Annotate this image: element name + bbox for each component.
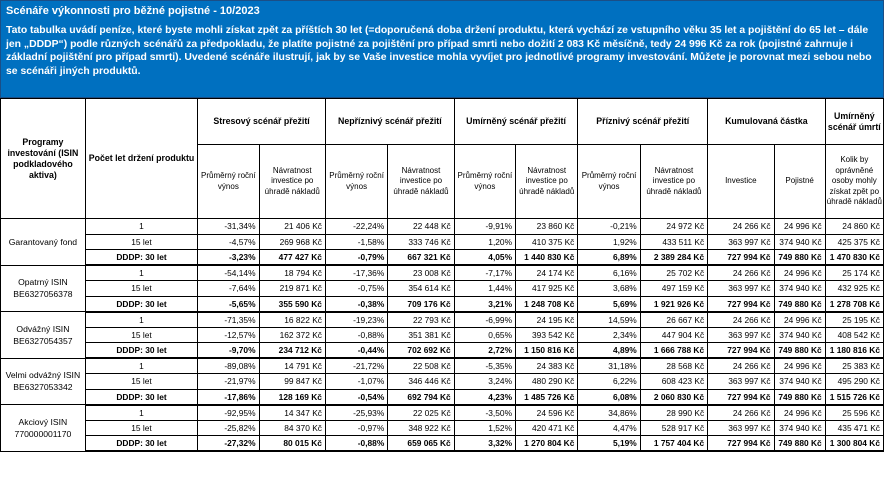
sub-avg-yield: Průměrný roční výnos <box>198 145 259 219</box>
cell-m-y: 3,21% <box>454 296 515 312</box>
table-row <box>1 281 884 297</box>
cell-prem: 374 940 Kč <box>774 234 825 250</box>
cell-f-y: 6,89% <box>578 250 640 266</box>
cell-m-r: 1 150 816 Kč <box>516 343 578 359</box>
cell-m-y: 3,32% <box>454 436 515 452</box>
cell-death: 495 290 Kč <box>825 374 883 390</box>
cell-m-y: 4,23% <box>454 389 515 405</box>
table-row <box>1 296 884 312</box>
cell-death: 25 195 Kč <box>825 312 883 328</box>
cell-prem: 749 880 Kč <box>774 296 825 312</box>
cell-m-r: 23 860 Kč <box>516 219 578 235</box>
cell-m-r: 24 383 Kč <box>516 358 578 374</box>
cell-m-y: 4,05% <box>454 250 515 266</box>
cell-u-y: -0,38% <box>325 296 387 312</box>
cell-f-y: 4,47% <box>578 420 640 436</box>
cell-s-r: 14 347 Kč <box>259 405 325 421</box>
cell-prem: 24 996 Kč <box>774 312 825 328</box>
cell-u-y: -0,75% <box>325 281 387 297</box>
cell-u-r: 22 793 Kč <box>388 312 454 328</box>
cell-m-y: 1,44% <box>454 281 515 297</box>
cell-m-y: -6,99% <box>454 312 515 328</box>
cell-f-y: 31,18% <box>578 358 640 374</box>
cell-f-y: 4,89% <box>578 343 640 359</box>
cell-s-r: 234 712 Kč <box>259 343 325 359</box>
cell-u-y: -17,36% <box>325 265 387 281</box>
cell-f-r: 28 568 Kč <box>640 358 707 374</box>
cell-u-y: -25,93% <box>325 405 387 421</box>
cell-f-r: 528 917 Kč <box>640 420 707 436</box>
cell-m-y: -5,35% <box>454 358 515 374</box>
cell-m-y: 1,52% <box>454 420 515 436</box>
cell-prem: 374 940 Kč <box>774 281 825 297</box>
cell-death: 432 925 Kč <box>825 281 883 297</box>
cell-m-y: 0,65% <box>454 327 515 343</box>
cell-f-y: 6,08% <box>578 389 640 405</box>
cell-s-r: 162 372 Kč <box>259 327 325 343</box>
cell-f-y: 6,22% <box>578 374 640 390</box>
cell-f-y: 5,19% <box>578 436 640 452</box>
holding-years: DDDP: 30 let <box>85 250 197 266</box>
cell-death: 1 470 830 Kč <box>825 250 883 266</box>
cell-f-r: 497 159 Kč <box>640 281 707 297</box>
table-row <box>1 374 884 390</box>
cell-inv: 363 997 Kč <box>708 374 774 390</box>
cell-f-r: 433 511 Kč <box>640 234 707 250</box>
cell-m-y: 3,24% <box>454 374 515 390</box>
cell-s-y: -54,14% <box>198 265 259 281</box>
col-stress: Stresový scénář přežití <box>198 99 326 145</box>
cell-s-y: -12,57% <box>198 327 259 343</box>
cell-inv: 24 266 Kč <box>708 405 774 421</box>
cell-u-y: -0,88% <box>325 327 387 343</box>
cell-inv: 727 994 Kč <box>708 250 774 266</box>
cell-m-r: 24 174 Kč <box>516 265 578 281</box>
cell-prem: 749 880 Kč <box>774 389 825 405</box>
sub-return: Návratnost investice po úhradě nákladů <box>516 145 578 219</box>
cell-u-r: 354 614 Kč <box>388 281 454 297</box>
cell-death: 1 278 708 Kč <box>825 296 883 312</box>
cell-f-r: 24 972 Kč <box>640 219 707 235</box>
cell-f-r: 28 990 Kč <box>640 405 707 421</box>
sub-premium: Pojistné <box>774 145 825 219</box>
table-row <box>1 405 884 421</box>
cell-u-r: 709 176 Kč <box>388 296 454 312</box>
table-row <box>1 265 884 281</box>
cell-s-r: 21 406 Kč <box>259 219 325 235</box>
cell-s-r: 80 015 Kč <box>259 436 325 452</box>
cell-m-r: 24 195 Kč <box>516 312 578 328</box>
cell-m-r: 480 290 Kč <box>516 374 578 390</box>
cell-m-r: 410 375 Kč <box>516 234 578 250</box>
cell-prem: 749 880 Kč <box>774 343 825 359</box>
cell-u-r: 333 746 Kč <box>388 234 454 250</box>
cell-f-y: 2,34% <box>578 327 640 343</box>
cell-inv: 24 266 Kč <box>708 219 774 235</box>
cell-s-y: -31,34% <box>198 219 259 235</box>
col-favorable: Příznivý scénář přežití <box>578 99 708 145</box>
cell-prem: 24 996 Kč <box>774 405 825 421</box>
program-name: Odvážný ISIN BE6327054357 <box>1 312 86 359</box>
cell-u-r: 22 448 Kč <box>388 219 454 235</box>
cell-u-y: -1,07% <box>325 374 387 390</box>
document-description: Tato tabulka uvádí peníze, které byste mohli získat zpět za příštích 30 let (=doporučená doba držení produktu, která vychází ze vstupního věku 35 let a pojištění do 65 let – dále jen „DDDP“) podle různých scénářů za předpokladu, že platíte pojistné za pojištění pro případ smrti nebo dožití 2 083 Kč měsíčně, tedy 24 996 Kč za rok (pojistné zahrnuje i základní pojištění pro případ smrti). Uvedené scénáře ilustrují, jak by se Vaše investice mohla vyvíjet pro jednotlivé programy investování. Můžete je porovnat mezi sebou nebo se scénáři jiných produktů. <box>6 25 872 77</box>
table-row <box>1 343 884 359</box>
cell-m-r: 24 596 Kč <box>516 405 578 421</box>
holding-years: DDDP: 30 let <box>85 436 197 452</box>
cell-u-y: -22,24% <box>325 219 387 235</box>
cell-prem: 749 880 Kč <box>774 436 825 452</box>
table-row <box>1 219 884 235</box>
cell-u-y: -0,97% <box>325 420 387 436</box>
table-row <box>1 250 884 266</box>
program-name: Opatrný ISIN BE6327056378 <box>1 265 86 312</box>
cell-f-r: 1 666 788 Kč <box>640 343 707 359</box>
table-row <box>1 234 884 250</box>
cell-prem: 374 940 Kč <box>774 420 825 436</box>
col-unfavorable: Nepříznivý scénář přežití <box>325 99 454 145</box>
program-name: Garantovaný fond <box>1 219 86 266</box>
cell-m-r: 393 542 Kč <box>516 327 578 343</box>
cell-f-r: 2 060 830 Kč <box>640 389 707 405</box>
cell-f-r: 2 389 284 Kč <box>640 250 707 266</box>
col-years: Počet let držení produktu <box>85 99 197 219</box>
cell-u-r: 346 446 Kč <box>388 374 454 390</box>
cell-s-r: 355 590 Kč <box>259 296 325 312</box>
cell-inv: 727 994 Kč <box>708 343 774 359</box>
cell-s-r: 18 794 Kč <box>259 265 325 281</box>
cell-death: 408 542 Kč <box>825 327 883 343</box>
holding-years: 15 let <box>85 281 197 297</box>
cell-inv: 24 266 Kč <box>708 312 774 328</box>
cell-f-r: 1 921 926 Kč <box>640 296 707 312</box>
cell-death: 425 375 Kč <box>825 234 883 250</box>
holding-years: DDDP: 30 let <box>85 343 197 359</box>
cell-death: 1 180 816 Kč <box>825 343 883 359</box>
cell-u-y: -0,88% <box>325 436 387 452</box>
cell-u-y: -21,72% <box>325 358 387 374</box>
cell-death: 25 383 Kč <box>825 358 883 374</box>
cell-f-y: 6,16% <box>578 265 640 281</box>
holding-years: 15 let <box>85 374 197 390</box>
table-row <box>1 436 884 452</box>
cell-u-r: 667 321 Kč <box>388 250 454 266</box>
cell-s-r: 219 871 Kč <box>259 281 325 297</box>
cell-m-r: 420 471 Kč <box>516 420 578 436</box>
cell-inv: 24 266 Kč <box>708 265 774 281</box>
cell-death: 25 596 Kč <box>825 405 883 421</box>
cell-s-r: 84 370 Kč <box>259 420 325 436</box>
cell-s-y: -27,32% <box>198 436 259 452</box>
cell-u-r: 659 065 Kč <box>388 436 454 452</box>
cell-s-y: -3,23% <box>198 250 259 266</box>
holding-years: 15 let <box>85 420 197 436</box>
cell-inv: 727 994 Kč <box>708 436 774 452</box>
cell-s-y: -4,57% <box>198 234 259 250</box>
program-name: Velmi odvážný ISIN BE6327053342 <box>1 358 86 405</box>
holding-years: 1 <box>85 358 197 374</box>
cell-s-y: -89,08% <box>198 358 259 374</box>
cell-prem: 24 996 Kč <box>774 265 825 281</box>
cell-inv: 24 266 Kč <box>708 358 774 374</box>
sub-death-desc: Kolik by oprávněné osoby mohly získat zpět po úhradě nákladů <box>825 145 883 219</box>
cell-u-y: -0,79% <box>325 250 387 266</box>
holding-years: 15 let <box>85 327 197 343</box>
cell-s-y: -92,95% <box>198 405 259 421</box>
cell-u-r: 23 008 Kč <box>388 265 454 281</box>
cell-m-y: -9,91% <box>454 219 515 235</box>
cell-s-r: 477 427 Kč <box>259 250 325 266</box>
cell-f-y: 3,68% <box>578 281 640 297</box>
cell-death: 25 174 Kč <box>825 265 883 281</box>
cell-f-r: 26 667 Kč <box>640 312 707 328</box>
cell-s-y: -9,70% <box>198 343 259 359</box>
cell-m-y: 2,72% <box>454 343 515 359</box>
col-programs: Programy investování (ISIN podkladového aktiva) <box>1 99 86 219</box>
col-cumulative: Kumulovaná částka <box>708 99 826 145</box>
cell-f-r: 1 757 404 Kč <box>640 436 707 452</box>
holding-years: DDDP: 30 let <box>85 296 197 312</box>
sub-return: Návratnost investice po úhradě nákladů <box>259 145 325 219</box>
cell-u-r: 348 922 Kč <box>388 420 454 436</box>
cell-inv: 727 994 Kč <box>708 389 774 405</box>
cell-f-r: 447 904 Kč <box>640 327 707 343</box>
cell-u-r: 692 794 Kč <box>388 389 454 405</box>
cell-m-r: 1 485 726 Kč <box>516 389 578 405</box>
cell-f-y: -0,21% <box>578 219 640 235</box>
cell-m-y: 1,20% <box>454 234 515 250</box>
cell-s-y: -71,35% <box>198 312 259 328</box>
cell-u-y: -0,54% <box>325 389 387 405</box>
cell-s-r: 14 791 Kč <box>259 358 325 374</box>
sub-avg-yield: Průměrný roční výnos <box>454 145 515 219</box>
document-title: Scénáře výkonnosti pro běžné pojistné - 10/2023 <box>6 5 260 17</box>
cell-f-y: 14,59% <box>578 312 640 328</box>
cell-u-r: 22 508 Kč <box>388 358 454 374</box>
cell-s-r: 99 847 Kč <box>259 374 325 390</box>
cell-s-y: -21,97% <box>198 374 259 390</box>
col-moderate: Umírněný scénář přežití <box>454 99 578 145</box>
cell-s-y: -5,65% <box>198 296 259 312</box>
cell-u-y: -19,23% <box>325 312 387 328</box>
cell-f-y: 5,69% <box>578 296 640 312</box>
cell-s-y: -7,64% <box>198 281 259 297</box>
cell-f-r: 25 702 Kč <box>640 265 707 281</box>
cell-prem: 24 996 Kč <box>774 219 825 235</box>
sub-return: Návratnost investice po úhradě nákladů <box>388 145 454 219</box>
holding-years: 1 <box>85 405 197 421</box>
cell-u-r: 702 692 Kč <box>388 343 454 359</box>
program-name: Akciový ISIN 770000001170 <box>1 405 86 452</box>
cell-u-y: -1,58% <box>325 234 387 250</box>
cell-inv: 363 997 Kč <box>708 234 774 250</box>
cell-f-y: 1,92% <box>578 234 640 250</box>
cell-prem: 24 996 Kč <box>774 358 825 374</box>
cell-s-r: 269 968 Kč <box>259 234 325 250</box>
cell-s-r: 16 822 Kč <box>259 312 325 328</box>
cell-inv: 363 997 Kč <box>708 327 774 343</box>
table-header-row <box>1 99 884 145</box>
cell-m-r: 1 248 708 Kč <box>516 296 578 312</box>
col-death: Umírněný scénář úmrtí <box>825 99 883 145</box>
table-row <box>1 312 884 328</box>
cell-m-r: 417 925 Kč <box>516 281 578 297</box>
cell-death: 24 860 Kč <box>825 219 883 235</box>
cell-s-r: 128 169 Kč <box>259 389 325 405</box>
cell-u-r: 22 025 Kč <box>388 405 454 421</box>
header-banner <box>0 0 884 98</box>
cell-u-y: -0,44% <box>325 343 387 359</box>
scenarios-table <box>0 98 884 452</box>
table-row <box>1 420 884 436</box>
sub-investment: Investice <box>708 145 774 219</box>
sub-return: Návratnost investice po úhradě nákladů <box>640 145 707 219</box>
sub-avg-yield: Průměrný roční výnos <box>325 145 387 219</box>
cell-inv: 363 997 Kč <box>708 420 774 436</box>
cell-m-y: -3,50% <box>454 405 515 421</box>
cell-death: 435 471 Kč <box>825 420 883 436</box>
table-body <box>1 219 884 452</box>
holding-years: 15 let <box>85 234 197 250</box>
cell-inv: 363 997 Kč <box>708 281 774 297</box>
cell-death: 1 300 804 Kč <box>825 436 883 452</box>
cell-m-y: -7,17% <box>454 265 515 281</box>
holding-years: 1 <box>85 219 197 235</box>
cell-f-y: 34,86% <box>578 405 640 421</box>
holding-years: 1 <box>85 265 197 281</box>
cell-prem: 374 940 Kč <box>774 327 825 343</box>
table-row <box>1 389 884 405</box>
cell-m-r: 1 270 804 Kč <box>516 436 578 452</box>
table-row <box>1 358 884 374</box>
cell-prem: 749 880 Kč <box>774 250 825 266</box>
cell-s-y: -25,82% <box>198 420 259 436</box>
holding-years: DDDP: 30 let <box>85 389 197 405</box>
cell-s-y: -17,86% <box>198 389 259 405</box>
cell-u-r: 351 381 Kč <box>388 327 454 343</box>
cell-inv: 727 994 Kč <box>708 296 774 312</box>
cell-f-r: 608 423 Kč <box>640 374 707 390</box>
holding-years: 1 <box>85 312 197 328</box>
cell-prem: 374 940 Kč <box>774 374 825 390</box>
cell-m-r: 1 440 830 Kč <box>516 250 578 266</box>
sub-avg-yield: Průměrný roční výnos <box>578 145 640 219</box>
cell-death: 1 515 726 Kč <box>825 389 883 405</box>
table-row <box>1 327 884 343</box>
